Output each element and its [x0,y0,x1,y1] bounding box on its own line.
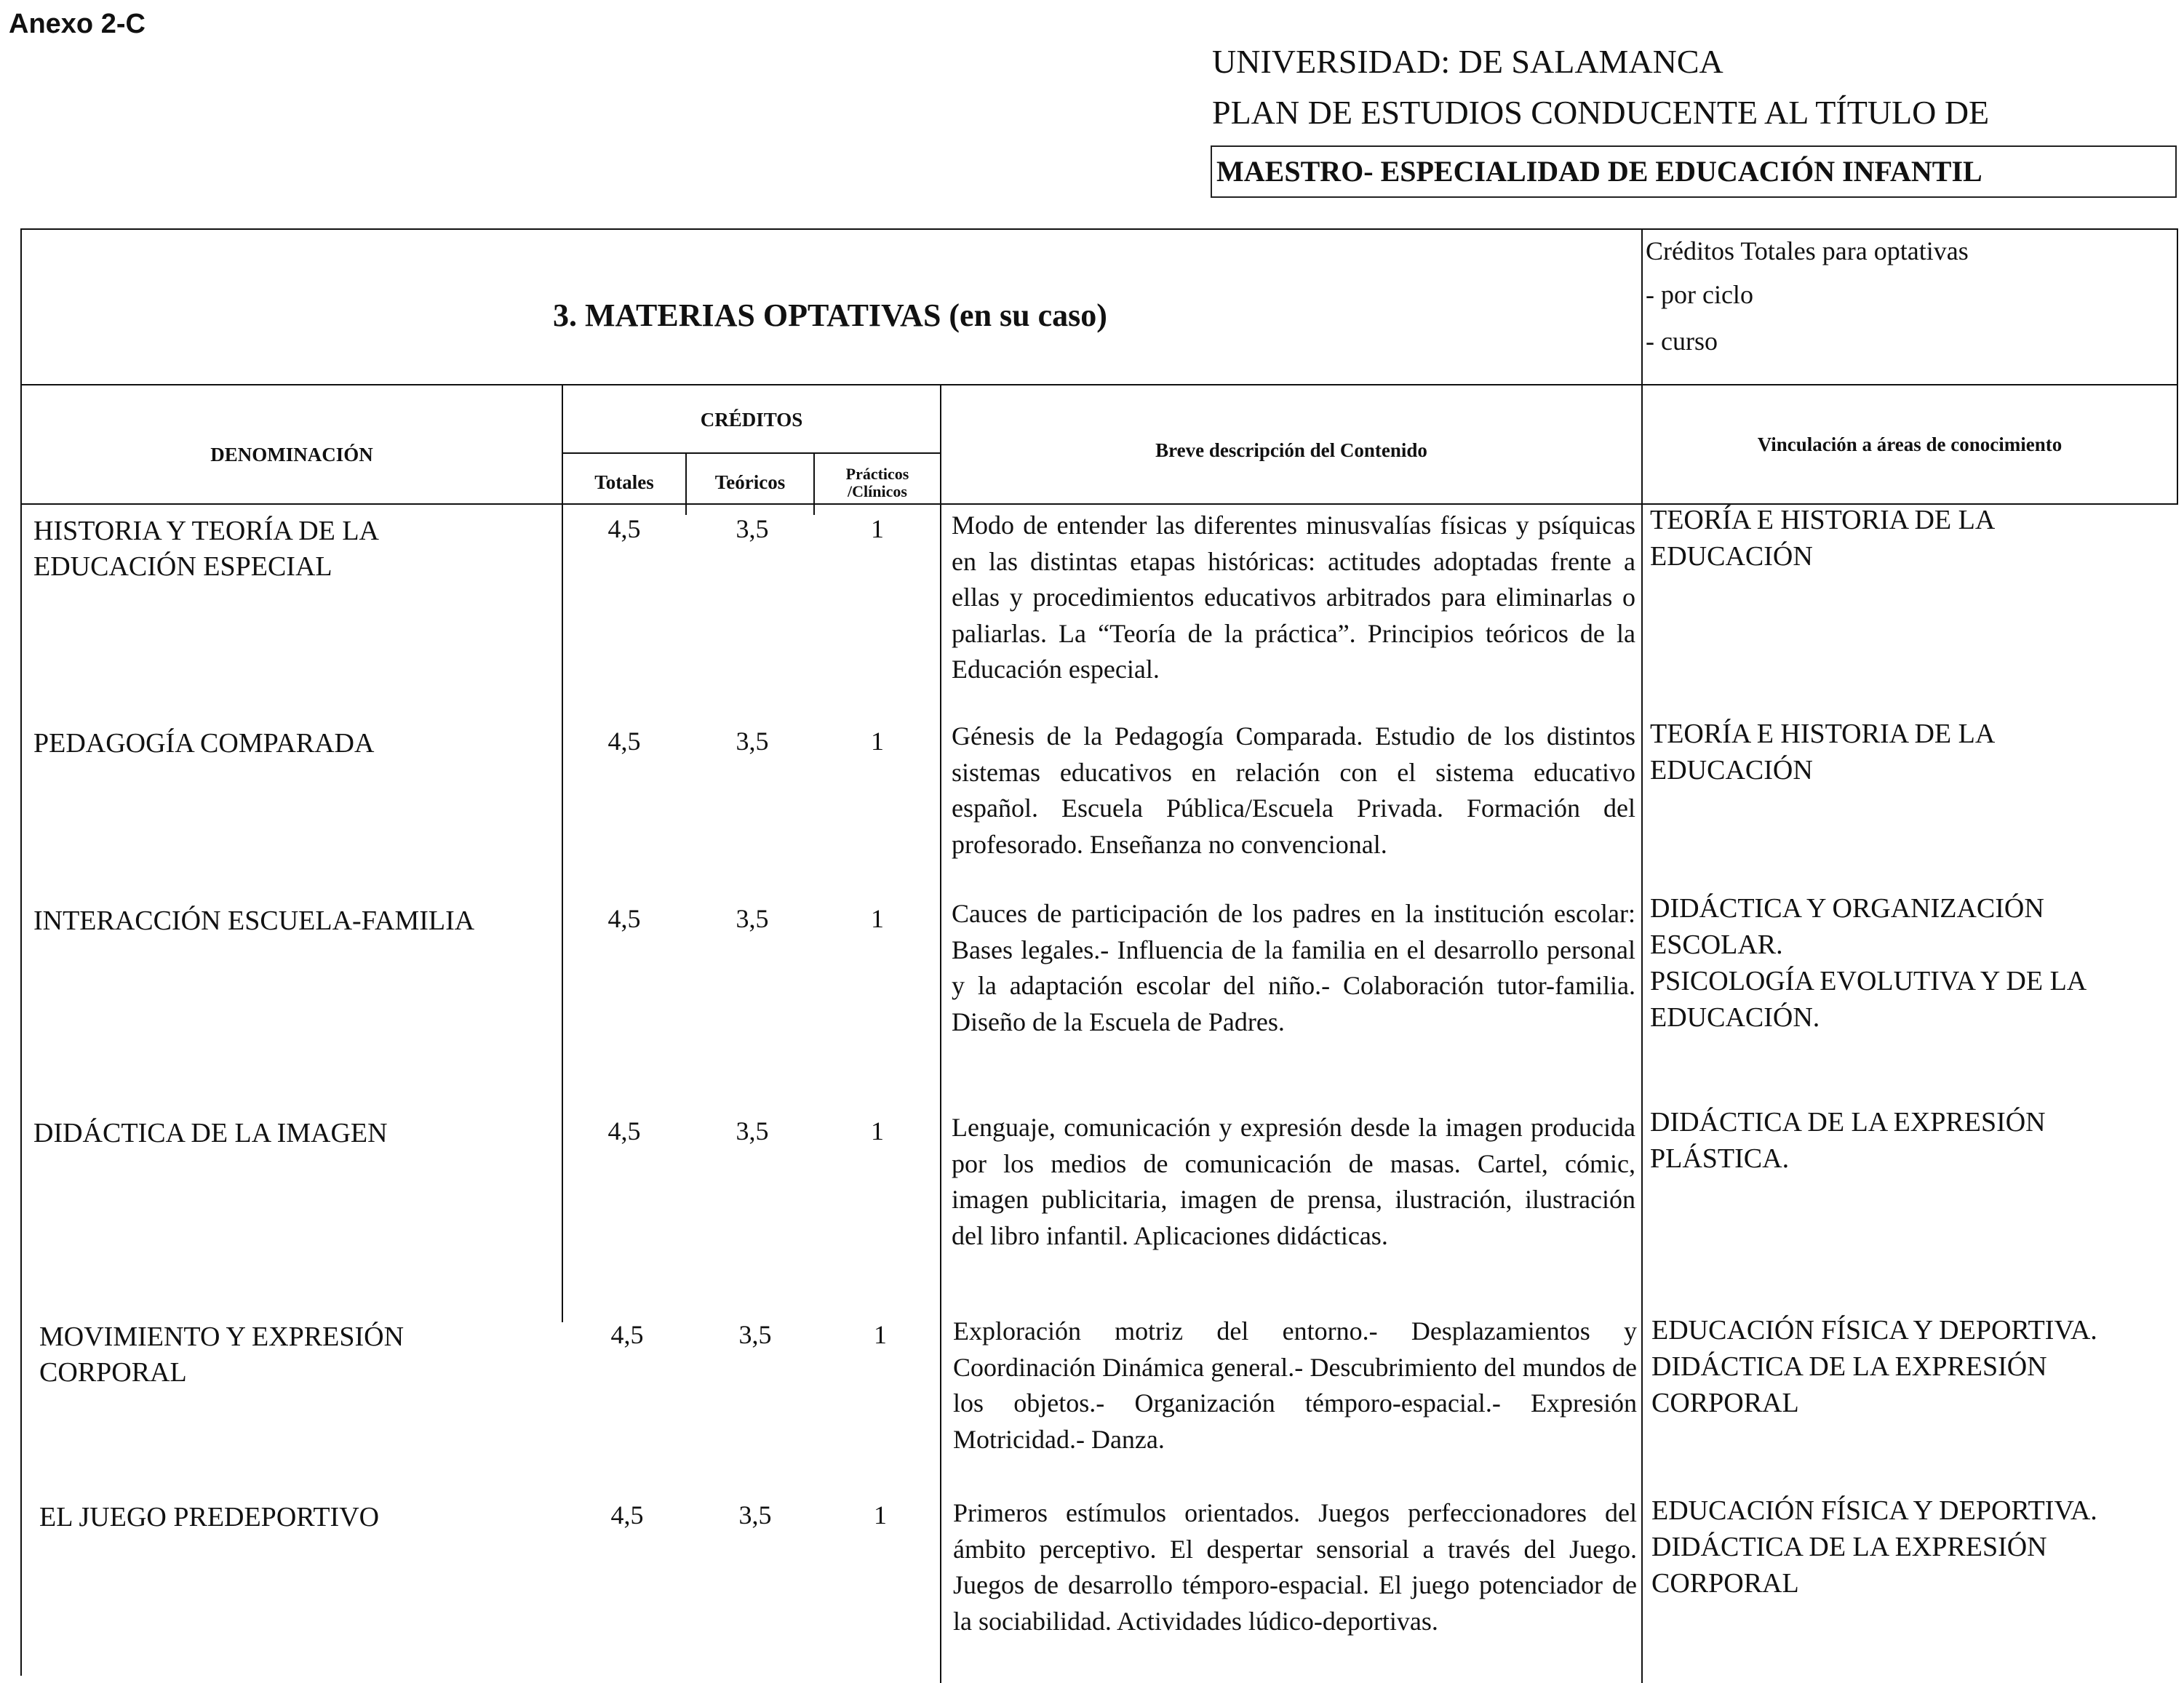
row-totales: 4,5 [610,1500,644,1530]
row-area: DIDÁCTICA DE LA EXPRESIÓN PLÁSTICA. [1650,1107,2046,1174]
section-bottom-border [20,384,2178,385]
col-header-creditos: CRÉDITOS [700,409,803,431]
row-practicos: 1 [871,1116,884,1146]
table-row-name: MOVIMIENTO Y EXPRESIÓN CORPORAL [39,1322,404,1388]
row-teoricos: 3,5 [738,1500,772,1530]
table-row-name: DIDÁCTICA DE LA IMAGEN [33,1118,388,1148]
table-row-name: HISTORIA Y TEORÍA DE LA EDUCACIÓN ESPECIAL [33,516,379,582]
university-name: UNIVERSIDAD: DE SALAMANCA [1212,43,1723,80]
row-practicos: 1 [871,727,884,756]
row-practicos: 1 [874,1320,887,1349]
table-right-border [2177,228,2178,505]
col-header-teoricos: Teóricos [714,471,786,493]
row-practicos: 1 [871,514,884,543]
row-description: Lenguaje, comunicación y expresión desde la imagen producida por los medios de comunicación de masas. Cartel, cómic, imagen publicitaria, imagen de prensa, ilustración, ilustración del libro infantil. Aplicaciones didácticas. [952,1113,1635,1250]
section-title: 3. MATERIAS OPTATIVAS (en su caso) [553,297,1107,333]
table-top-border [20,228,2178,230]
table-row-name: INTERACCIÓN ESCUELA-FAMILIA [33,906,475,936]
degree-box [1211,145,2177,198]
plan-title: PLAN DE ESTUDIOS CONDUCENTE AL TÍTULO DE [1212,94,1990,131]
row-description: Modo de entender las diferentes minusvalías físicas y psíquicas en las distintas etapas históricas: actitudes adoptadas frente a ellas y procedimientos educativos arbitrados para eliminarlas o paliarlas. La “Teoría de la práctica”. Principios teóricos de la Educación especial. [952,511,1635,684]
row-totales: 4,5 [607,727,641,756]
col-header-descripcion: Breve descripción del Contenido [1155,439,1427,461]
col-header-totales: Totales [594,471,654,493]
row-teoricos: 3,5 [736,727,769,756]
row-area: TEORÍA E HISTORIA DE LA EDUCACIÓN [1650,505,1996,572]
row-area: DIDÁCTICA Y ORGANIZACIÓN ESCOLAR. PSICOLOGÍA EVOLUTIVA Y DE LA EDUCACIÓN. [1650,893,2087,1033]
col-header-vinculacion: Vinculación a áreas de conocimiento [1757,433,2063,455]
row-teoricos: 3,5 [738,1320,772,1349]
degree-title: MAESTRO- ESPECIALIDAD DE EDUCACIÓN INFANTIL [1216,155,1982,188]
row-totales: 4,5 [607,904,641,933]
row-practicos: 1 [871,904,884,933]
row-description: Primeros estímulos orientados. Juegos perfeccionadores del ámbito perceptivo. El despertar sensorial a través del Juego. Juegos de desarrollo témporo-espacial. El juego potenciador de la sociabilidad. Actividades lúdico-deportivas. [953,1498,1637,1636]
row-area: EDUCACIÓN FÍSICA Y DEPORTIVA. DIDÁCTICA DE LA EXPRESIÓN CORPORAL [1651,1495,2097,1599]
optativas-title: Créditos Totales para optativas [1646,236,1969,265]
row-practicos: 1 [874,1500,887,1530]
table-row-name: EL JUEGO PREDEPORTIVO [39,1502,380,1532]
col-header-practicos-line1: Prácticos [845,465,909,483]
row-description: Génesis de la Pedagogía Comparada. Estudio de los distintos sistemas educativos en relación con el sistema educativo español. Escuela Pública/Escuela Privada. Formación del profesorado. Enseñanza no convencional. [952,721,1635,859]
col-header-practicos-line2: /Clínicos [848,482,907,501]
row-totales: 4,5 [607,514,641,543]
annex-label: Anexo 2-C [9,9,146,39]
row-teoricos: 3,5 [736,904,769,933]
row-teoricos: 3,5 [736,514,769,543]
row-area: EDUCACIÓN FÍSICA Y DEPORTIVA. DIDÁCTICA DE LA EXPRESIÓN CORPORAL [1651,1315,2097,1418]
row-area: TEORÍA E HISTORIA DE LA EDUCACIÓN [1650,719,1996,785]
col-divider-creditos [940,384,941,1683]
row-teoricos: 3,5 [736,1116,769,1146]
optativas-cycle: - por ciclo [1646,280,1753,309]
table-row-name: PEDAGOGÍA COMPARADA [33,728,375,759]
col-divider-name [562,384,563,1322]
col-header-practicos [815,465,940,500]
row-totales: 4,5 [610,1320,644,1349]
row-description: Cauces de participación de los padres en la institución escolar: Bases legales.- Influencia de la familia en el desarrollo personal y la adaptación escolar del niño.- Colaboración tutor-familia. Diseño de la Escuela de Padres. [952,899,1635,1036]
creditos-divider [562,452,940,454]
row-totales: 4,5 [607,1116,641,1146]
col-header-denominacion: DENOMINACIÓN [210,444,373,465]
row-description: Exploración motriz del entorno.- Desplazamientos y Coordinación Dinámica general.- Descubrimiento del mundos de los objetos.- Organización témporo-espacial.- Expresión Motricidad.- Danza. [953,1316,1637,1454]
optativas-course: - curso [1646,327,1718,356]
